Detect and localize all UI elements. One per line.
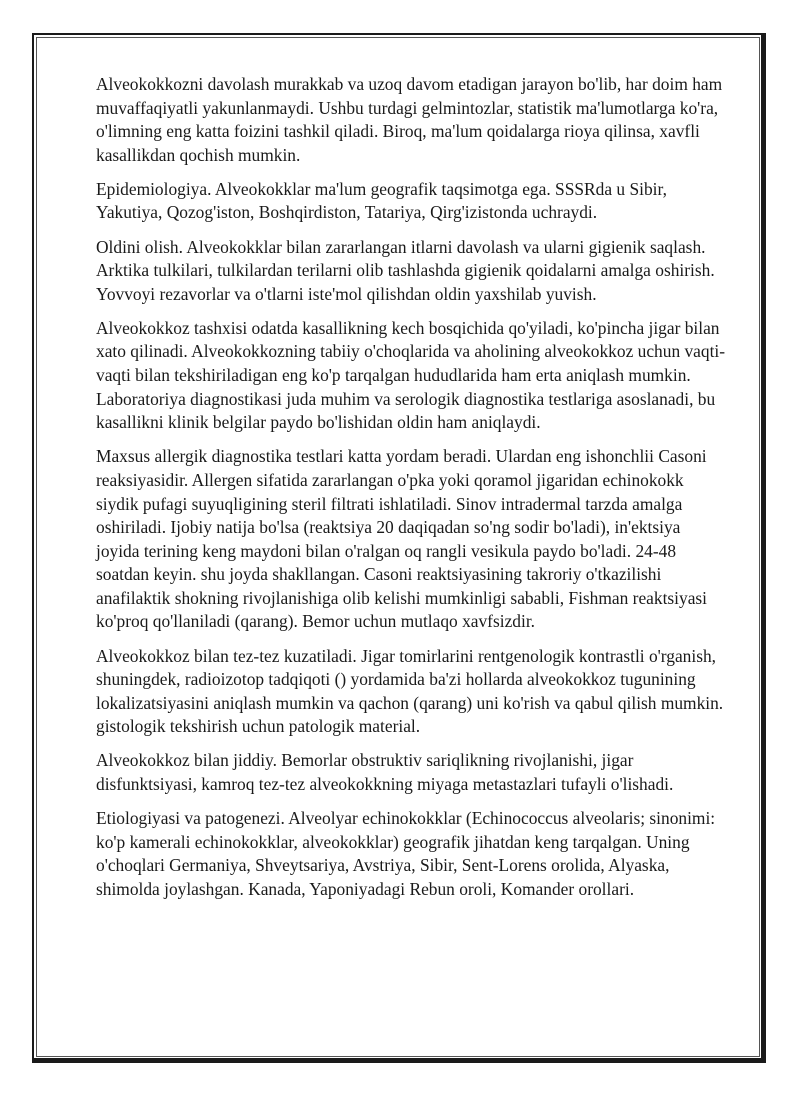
paragraph-etiology: Etiologiyasi va patogenezi. Alveolyar echinokokklar (Echinococcus alveolaris; sinonimi: ko'p kamerali echinokokklar, alveokokklar) geografik jihatdan keng tarqalgan. Uning o'choqlari Germaniya, Shveytsariya, Avstriya, Sibir, Sent-Lorens orolida, Alyaska, shimolda joylashgan. Kanada, Yaponiyadagi Rebun oroli, Komander orollari. <box>96 808 716 899</box>
paragraph-prognosis: Alveokokkoz bilan jiddiy. Bemorlar obstruktiv sariqlikning rivojlanishi, jigar disfunktsiyasi, kamroq tez-tez alveokokkning miyaga metastazlari tufayli o'lishadi. <box>96 750 674 795</box>
paragraph-epidemiology: Epidemiologiya. Alveokokklar ma'lum geografik taqsimotga ega. SSSRda u Sibir, Yakutiya, Qozog'iston, Boshqirdiston, Tatariya, Qirg'izistonda uchraydi. <box>96 178 667 223</box>
paragraph-allergy-tests: Maxsus allergik diagnostika testlari katta yordam beradi. Ulardan eng ishonchlii Casoni reaksiyasidir. Allergen sifatida zararlangan o'pka yoki qoramol jigaridan echinokokk siydik pufagi suyuqligining steril filtrati ishlatiladi. Sinov intradermal tarzda amalga oshiriladi. Ijobiy natija bo'lsa (reaktsiya 20 daqiqadan so'ng sodir bo'ladi), in'ektsiya joyida terining keng maydoni bilan o'ralgan oq rangli vesikula paydo bo'ladi. 24-48 soatdan keyin. shu joyda shakllangan. Casoni reaktsiyasining takroriy o'tkazilishi anafilaktik shokning rivojlanishiga olib kelishi mumkinligi sababli, Fishman reaktsiyasi ko'proq qo'llaniladi (qarang). Bemor uchun mutlaqo xavfsizdir. <box>96 446 708 632</box>
document-body <box>96 73 726 912</box>
paragraph-observation: Alveokokkoz bilan tez-tez kuzatiladi. Jigar tomirlarini rentgenologik kontrastli o'rganish, shuningdek, radioizotop tadqiqoti () yordamida ba'zi hollarda alveokokkoz tugunining lokalizatsiyasini aniqlash mumkin va qachon (qarang) uni ko'rish va qabul qilish mumkin. gistologik tekshirish uchun patologik material. <box>96 645 724 737</box>
paragraph-diagnosis: Alveokokkoz tashxisi odatda kasallikning kech bosqichida qo'yiladi, ko'pincha jigar bilan xato qilinadi. Alveokokkozning tabiiy o'choqlarida va aholining alveokokkoz uchun vaqti-vaqti bilan tekshiriladigan eng ko'p tarqalgan hududlarida ham erta aniqlash mumkin. Laboratoriya diagnostikasi juda muhim va serologik diagnostika testlariga asoslanadi, bu kasallikni klinik belgilar paydo bo'lishidan oldin ham aniqlaydi. <box>96 317 726 433</box>
paragraph-prevention: Oldini olish. Alveokokklar bilan zararlangan itlarni davolash va ularni gigienik saqlash. Arktika tulkilari, tulkilardan terilarni olib tashlashda gigienik qoidalarni amalga oshirish. Yovvoyi rezavorlar va o'tlarni iste'mol qilishdan oldin yaxshilab yuvish. <box>96 236 715 304</box>
paragraph-intro: Alveokokkozni davolash murakkab va uzoq davom etadigan jarayon bo'lib, har doim ham muvaffaqiyatli yakunlanmaydi. Ushbu turdagi gelmintozlar, statistik ma'lumotlarga ko'ra, o'limning eng katta foizini tashkil qiladi. Biroq, ma'lum qoidalarga rioya qilinsa, xavfli kasallikdan qochish mumkin. <box>96 74 723 165</box>
